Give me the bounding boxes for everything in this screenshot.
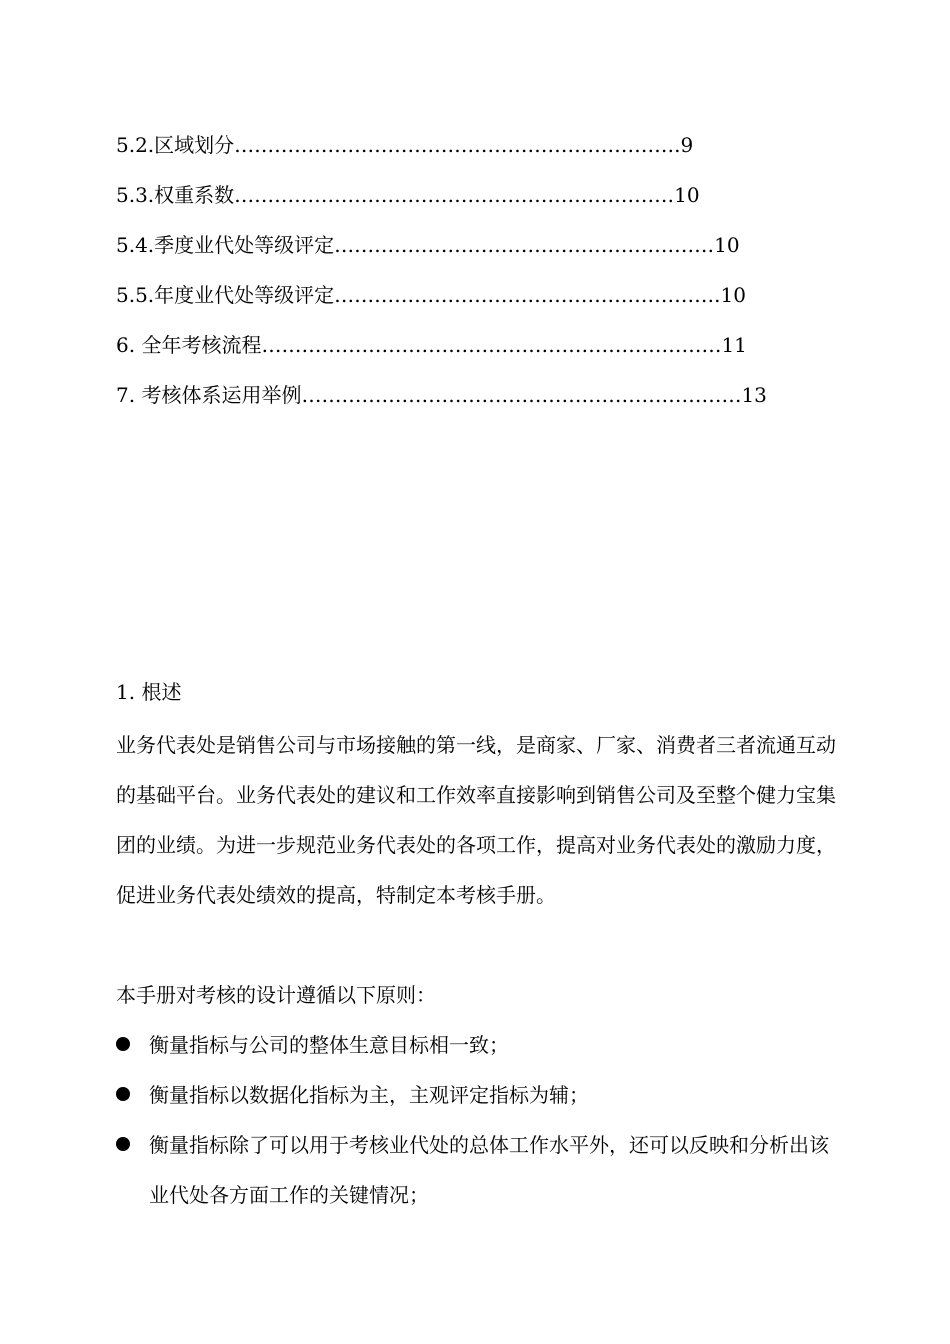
toc-entry[interactable] [116, 133, 693, 157]
toc-page-number: 13 [741, 383, 767, 407]
toc-leader-dots: …………………………………………………………… [261, 333, 722, 357]
toc-leader-dots: ………………………………………………………… [234, 183, 675, 207]
bullet-icon [116, 1137, 130, 1151]
list-item [116, 1070, 836, 1120]
toc-page-number: 10 [674, 183, 700, 207]
toc-leader-dots: ………………………………………………………… [234, 133, 675, 157]
toc-entry-label: 7. 考核体系运用举例 [116, 383, 302, 407]
toc-entry[interactable] [116, 333, 747, 357]
intro-paragraph: 业务代表处是销售公司与市场接触的第一线，是商家、厂家、消费者三者流通互动的基础平台。业务代表处的建议和工作效率直接影响到销售公司及至整个健力宝集团的业绩。为进一步规范业务代表处的各项工作，提高对业务代表处的激励力度，促进业务代表处绩效的提高，特制定本考核手册。 [116, 733, 836, 907]
toc-leader-dots: ………………………………………………………… [301, 383, 742, 407]
toc-entry[interactable] [116, 233, 740, 257]
list-item [116, 1020, 836, 1070]
toc-page-number: .9 [674, 133, 694, 157]
bullet-icon [116, 1037, 130, 1051]
toc-leader-dots: ………………………………………………… [334, 233, 715, 257]
toc-entry[interactable] [116, 383, 767, 407]
bullet-icon [116, 1087, 130, 1101]
toc-entry-label: 5.4.季度业代处等级评定 [116, 233, 335, 257]
list-item [116, 1120, 836, 1220]
toc-page-number: 10 [714, 233, 740, 257]
toc-page-number: 11 [721, 333, 747, 357]
principles-intro: 本手册对考核的设计遵循以下原则： [116, 983, 436, 1007]
list-item-text: 衡量指标除了可以用于考核业代处的总体工作水平外，还可以反映和分析出该业代处各方面工作的关键情况； [149, 1133, 829, 1207]
toc-page-number: .10 [714, 283, 746, 307]
list-item-text: 衡量指标以数据化指标为主，主观评定指标为辅； [149, 1083, 589, 1107]
toc-entry-label: 5.2.区域划分 [116, 133, 235, 157]
toc-entry[interactable] [116, 183, 700, 207]
toc-leader-dots: ………………………………………………… [334, 283, 715, 307]
toc-entry-label: 5.5.年度业代处等级评定 [116, 283, 335, 307]
section-heading: 1. 根述 [116, 680, 182, 704]
toc-entry[interactable] [116, 283, 746, 307]
list-item-text: 衡量指标与公司的整体生意目标相一致； [149, 1033, 509, 1057]
toc-entry-label: 6. 全年考核流程 [116, 333, 262, 357]
toc-entry-label: 5.3.权重系数 [116, 183, 235, 207]
